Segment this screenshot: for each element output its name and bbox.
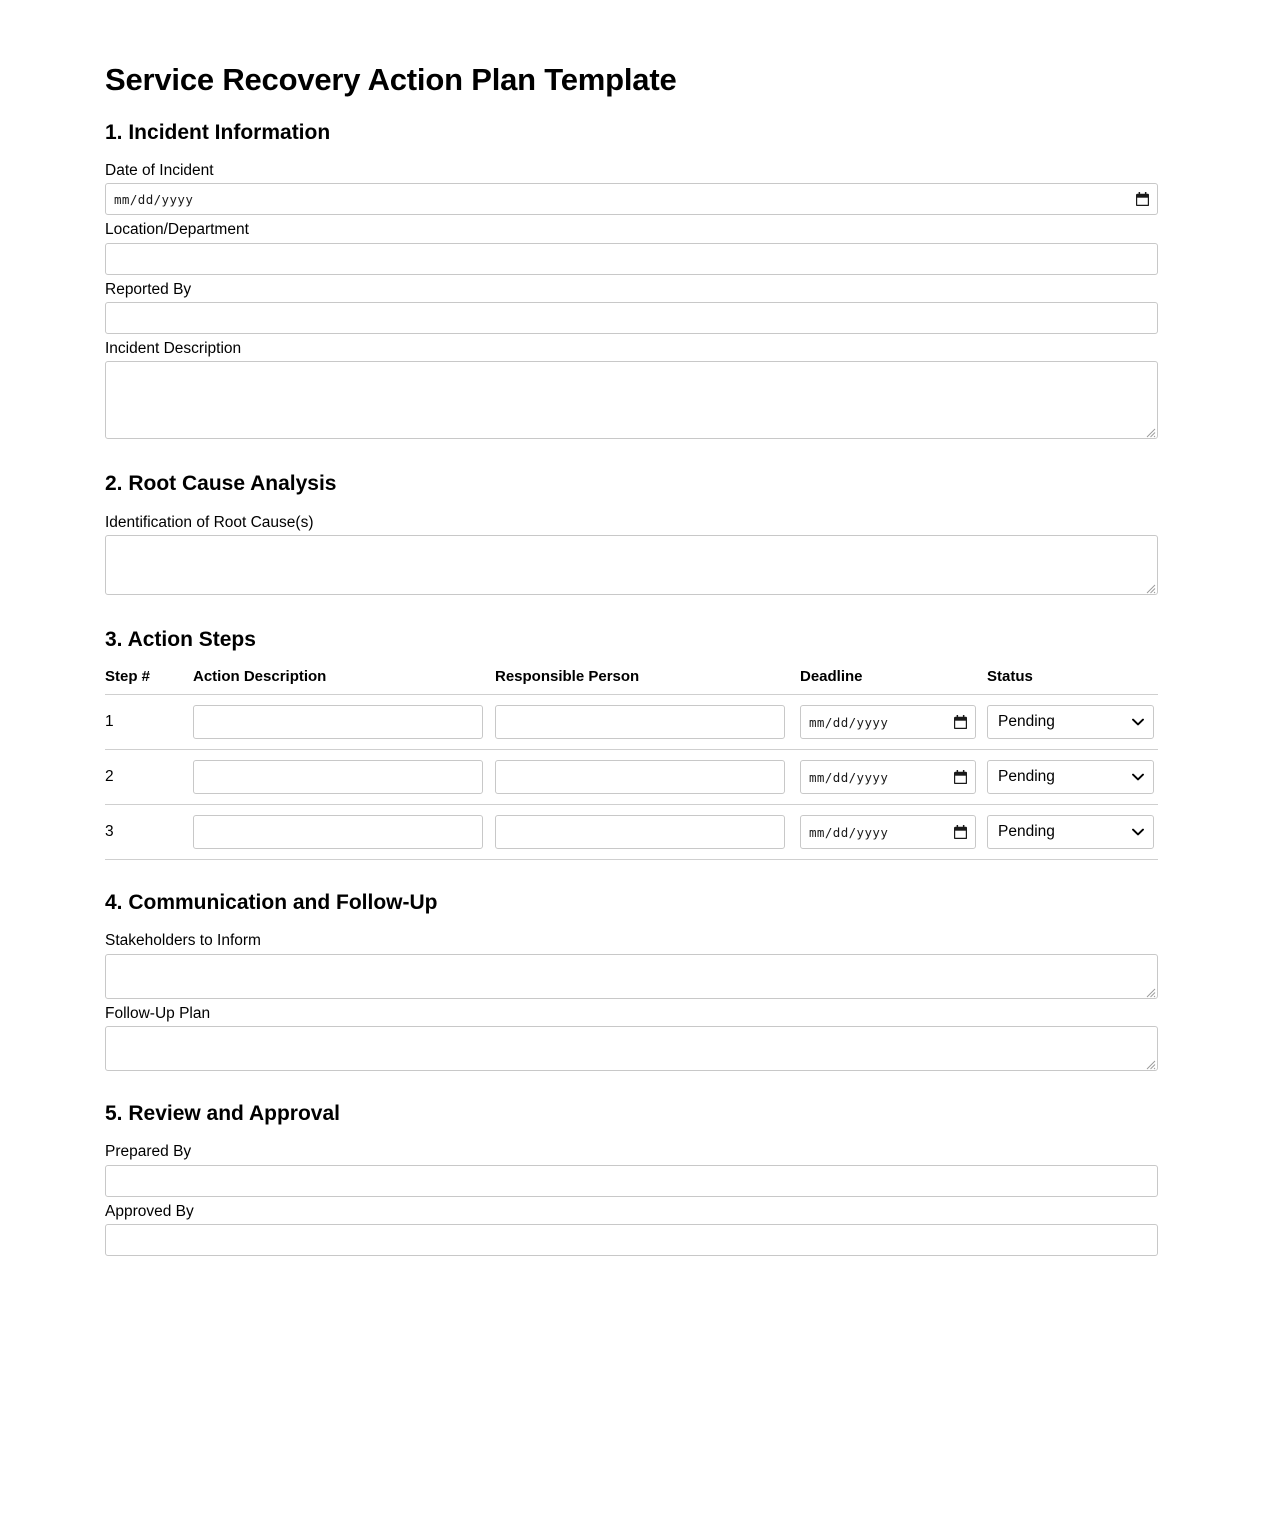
prepared-by-input[interactable] [105, 1165, 1158, 1197]
section-action-steps [105, 627, 1158, 860]
responsible-person-input-3[interactable] [495, 815, 785, 849]
deadline-placeholder-1: mm/dd/yyyy [809, 714, 889, 730]
label-prepared-by: Prepared By [105, 1143, 192, 1161]
section-heading-root-cause: 2. Root Cause Analysis [105, 472, 337, 496]
incident-description-wrap [105, 361, 1158, 439]
column-header-step: Step # [105, 668, 193, 695]
responsible-person-input-1[interactable] [495, 705, 785, 739]
cell-deadline [800, 805, 987, 860]
cell-responsible-person [495, 695, 800, 750]
section-heading-review-approval: 5. Review and Approval [105, 1102, 340, 1126]
reported-by-input[interactable] [105, 302, 1158, 334]
status-select-value-3: Pending [998, 823, 1055, 841]
calendar-icon[interactable] [954, 770, 967, 784]
cell-step-number: 3 [105, 805, 193, 860]
calendar-icon[interactable] [954, 825, 967, 839]
label-location-department: Location/Department [105, 221, 249, 239]
status-select-3[interactable] [987, 815, 1154, 849]
column-header-action-description: Action Description [193, 668, 495, 695]
label-date-of-incident: Date of Incident [105, 161, 214, 179]
cell-action-description [193, 805, 495, 860]
stakeholders-wrap [105, 954, 1158, 999]
incident-description-textarea[interactable] [105, 361, 1158, 439]
column-header-deadline: Deadline [800, 668, 987, 695]
chevron-down-icon[interactable] [1132, 718, 1144, 726]
identification-root-causes-wrap [105, 535, 1158, 595]
section-review-approval [105, 1101, 1158, 1256]
label-identification-root-causes: Identification of Root Cause(s) [105, 513, 314, 531]
deadline-date-input-2[interactable] [800, 760, 976, 794]
cell-deadline [800, 695, 987, 750]
section-communication-followup [105, 890, 1158, 1071]
label-incident-description: Incident Description [105, 339, 242, 357]
label-stakeholders-to-inform: Stakeholders to Inform [105, 932, 261, 950]
cell-status [987, 695, 1158, 750]
follow-up-plan-textarea[interactable] [105, 1026, 1158, 1071]
follow-up-plan-wrap [105, 1026, 1158, 1071]
action-steps-table [105, 668, 1158, 860]
approved-by-input[interactable] [105, 1224, 1158, 1256]
status-select-1[interactable] [987, 705, 1154, 739]
column-header-status: Status [987, 668, 1158, 695]
deadline-date-input-1[interactable] [800, 705, 976, 739]
label-follow-up-plan: Follow-Up Plan [105, 1004, 211, 1022]
table-row [105, 750, 1158, 805]
section-heading-incident: 1. Incident Information [105, 120, 331, 144]
table-row [105, 805, 1158, 860]
table-row [105, 695, 1158, 750]
cell-responsible-person [495, 750, 800, 805]
date-of-incident-input[interactable] [105, 183, 1158, 215]
cell-status [987, 750, 1158, 805]
cell-action-description [193, 695, 495, 750]
section-incident-information [105, 120, 1158, 440]
cell-responsible-person [495, 805, 800, 860]
responsible-person-input-2[interactable] [495, 760, 785, 794]
status-select-value-1: Pending [998, 713, 1055, 731]
status-select-2[interactable] [987, 760, 1154, 794]
cell-step-number: 2 [105, 750, 193, 805]
chevron-down-icon[interactable] [1132, 773, 1144, 781]
date-of-incident-placeholder: mm/dd/yyyy [114, 191, 194, 207]
location-department-input[interactable] [105, 243, 1158, 275]
identification-root-causes-textarea[interactable] [105, 535, 1158, 595]
label-approved-by: Approved By [105, 1202, 194, 1220]
action-description-input-1[interactable] [193, 705, 483, 739]
label-reported-by: Reported By [105, 280, 192, 298]
deadline-date-input-3[interactable] [800, 815, 976, 849]
section-heading-action-steps: 3. Action Steps [105, 627, 256, 651]
cell-action-description [193, 750, 495, 805]
stakeholders-textarea[interactable] [105, 954, 1158, 999]
status-select-value-2: Pending [998, 768, 1055, 786]
cell-deadline [800, 750, 987, 805]
action-description-input-2[interactable] [193, 760, 483, 794]
cell-step-number: 1 [105, 695, 193, 750]
action-description-input-3[interactable] [193, 815, 483, 849]
calendar-icon[interactable] [1136, 192, 1149, 206]
deadline-placeholder-2: mm/dd/yyyy [809, 769, 889, 785]
cell-status [987, 805, 1158, 860]
column-header-responsible-person: Responsible Person [495, 668, 800, 695]
calendar-icon[interactable] [954, 715, 967, 729]
table-header-row [105, 668, 1158, 695]
page-title: Service Recovery Action Plan Template [105, 62, 677, 97]
section-root-cause-analysis [105, 471, 1158, 595]
section-heading-communication: 4. Communication and Follow-Up [105, 891, 438, 915]
chevron-down-icon[interactable] [1132, 828, 1144, 836]
deadline-placeholder-3: mm/dd/yyyy [809, 824, 889, 840]
